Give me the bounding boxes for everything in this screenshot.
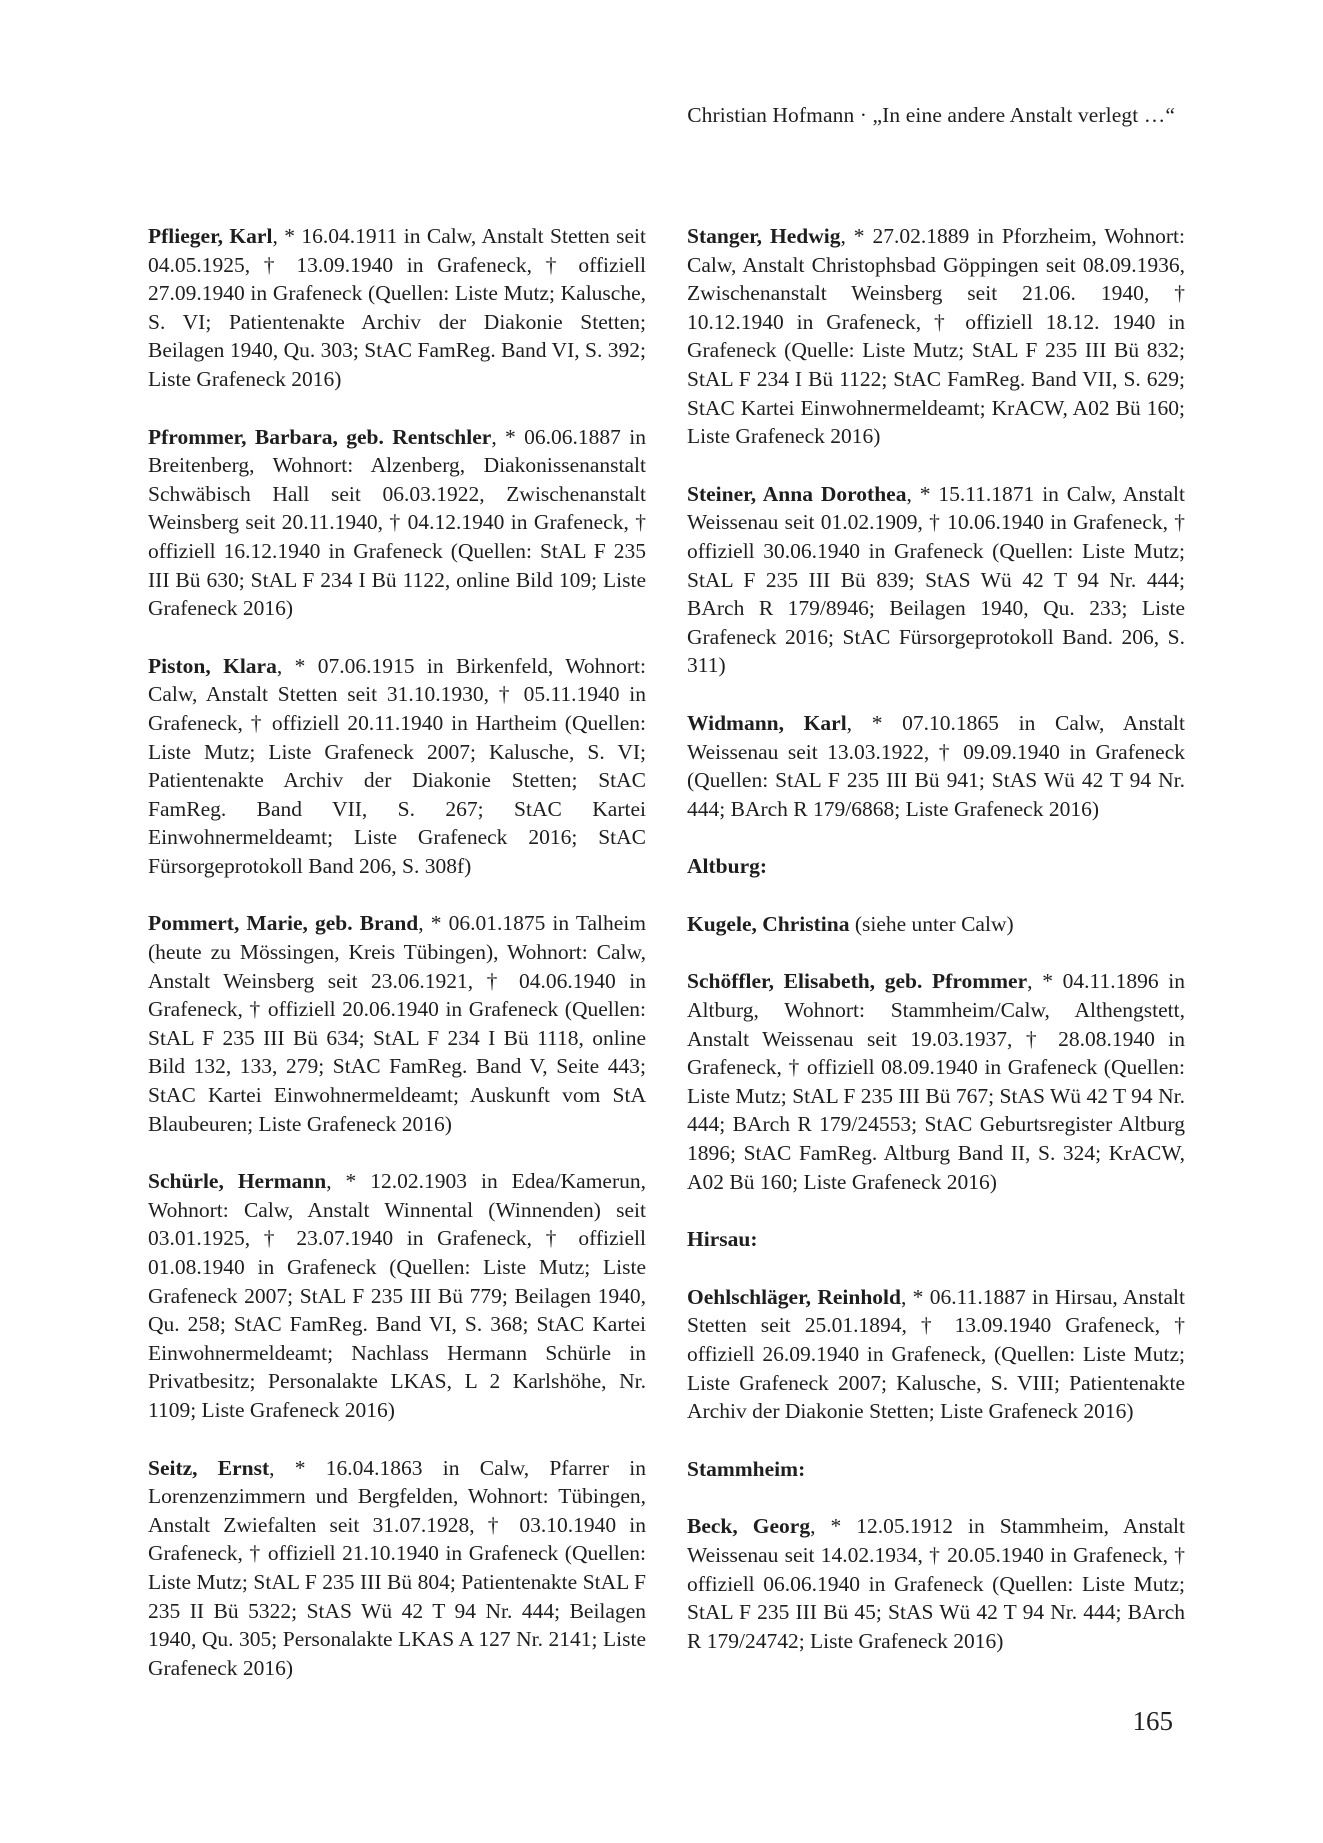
entry	[148, 423, 646, 623]
entry-text: , * 27.02.1889 in Pforzheim, Wohnort: Calw, Anstalt Christophsbad Göppingen seit 08.09.1936, Zwischenanstalt Weinsberg seit 21.06. 1940, † 10.12.1940 in Grafeneck, † offiziell 18.12. 1940 in Grafeneck (Quelle: Liste Mutz; StAL F 235 III Bü 832; StAL F 234 I Bü 1122; StAC FamReg. Band VII, S. 629; StAC Kartei Einwohnermeldeamt; KrACW, A02 Bü 160; Liste Grafeneck 2016)	[687, 224, 1185, 449]
entry-text: , * 06.06.1887 in Breitenberg, Wohnort: Alzenberg, Diakonissenanstalt Schwäbisch Hall seit 06.03.1922, Zwischenanstalt Weinsberg seit 20.11.1940, † 04.12.1940 in Grafeneck, † offiziell 16.12.1940 in Grafeneck (Quellen: StAL F 235 III Bü 630; StAL F 234 I Bü 1122, online Bild 109; Liste Grafeneck 2016)	[148, 424, 646, 621]
entry-name: Pflieger, Karl	[148, 224, 273, 248]
place-heading: Stammheim:	[687, 1456, 806, 1481]
entry	[148, 652, 646, 881]
entry	[687, 222, 1185, 451]
entry-name: Pommert, Marie, geb. Brand	[148, 911, 419, 936]
entry	[687, 1283, 1185, 1426]
entry-text: , * 16.04.1911 in Calw, Anstalt Stetten seit 04.05.1925, † 13.09.1940 in Grafeneck, † offiziell 27.09.1940 in Grafeneck (Quellen: Liste Mutz; Kalusche, S. VI; Patientenakte Archiv der Diakonie Stetten; Beilagen 1940, Qu. 303; StAC FamReg. Band VI, S. 392; Liste Grafeneck 2016)	[148, 224, 647, 391]
entry-name: Schürle, Hermann	[148, 1169, 327, 1194]
entry-text: , * 12.05.1912 in Stammheim, Anstalt Weissenau seit 14.02.1934, † 20.05.1940 in Grafeneck, † offiziell 06.06.1940 in Grafeneck (Quellen: Liste Mutz; StAL F 235 III Bü 45; StAS Wü 42 T 94 Nr. 444; BArch R 179/24742; Liste Grafeneck 2016)	[687, 1514, 1185, 1653]
entry	[687, 480, 1185, 680]
entry-text: , * 07.06.1915 in Birkenfeld, Wohnort: Calw, Anstalt Stetten seit 31.10.1930, † 05.11.1940 in Grafeneck, † offiziell 20.11.1940 in Hartheim (Quellen: Liste Mutz; Liste Grafeneck 2007; Kalusche, S. VI; Patientenakte Archiv der Diakonie Stetten; StAC FamReg. Band VII, S. 267; StAC Kartei Einwohnermeldeamt; Liste Grafeneck 2016; StAC Fürsorgeprotokoll Band 206, S. 308f)	[148, 653, 646, 878]
entry-name: Stanger, Hedwig	[687, 224, 841, 248]
entry-name: Schöffler, Elisabeth, geb. Pfrommer	[687, 969, 1028, 994]
entry-text: , * 12.02.1903 in Edea/Kamerun, Wohnort: Calw, Anstalt Winnental (Winnenden) seit 03.01.1925, † 23.07.1940 in Grafeneck, † offiziell 01.08.1940 in Grafeneck (Quellen: Liste Mutz; Liste Grafeneck 2007; StAL F 235 III Bü 779; Beilagen 1940, Qu. 258; StAC FamReg. Band VI, S. 368; StAC Kartei Einwohnermeldeamt; Nachlass Hermann Schürle in Privatbesitz; Personalakte LKAS, L 2 Karlshöhe, Nr. 1109; Liste Grafeneck 2016)	[148, 1169, 646, 1422]
page-number: 165	[1132, 1706, 1173, 1736]
entry-text: , * 06.01.1875 in Talheim (heute zu Mössingen, Kreis Tübingen), Wohnort: Calw, Anstalt Weinsberg seit 23.06.1921, † 04.06.1940 in Grafeneck, † offiziell 20.06.1940 in Grafeneck (Quellen: StAL F 235 III Bü 634; StAL F 234 I Bü 1118, online Bild 132, 133, 279; StAC FamReg. Band V, Seite 443; StAC Kartei Einwohnermeldeamt; Auskunft vom StA Blaubeuren; Liste Grafeneck 2016)	[148, 911, 646, 1136]
entry-name: Pfrommer, Barbara, geb. Rentschler	[148, 424, 492, 449]
entry-name: Kugele, Christina	[687, 911, 850, 936]
entry	[148, 1167, 646, 1424]
entry	[148, 909, 646, 1138]
entry-text: , * 06.11.1887 in Hirsau, Anstalt Stetten seit 25.01.1894, † 13.09.1940 Grafeneck, † offiziell 26.09.1940 in Grafeneck, (Quellen: Liste Mutz; Liste Grafeneck 2007; Kalusche, S. VIII; Patientenakte Archiv der Diakonie Stetten; Liste Grafeneck 2016)	[687, 1284, 1185, 1424]
place-heading: Altburg:	[687, 854, 768, 879]
entry-text: (siehe unter Calw)	[849, 911, 1014, 936]
entry-text: , * 16.04.1863 in Calw, Pfarrer in Lorenzenzimmern und Bergfelden, Wohnort: Tübingen, Anstalt Zwiefalten seit 31.07.1928, † 03.10.1940 in Grafeneck, † offiziell 21.10.1940 in Grafeneck (Quellen: Liste Mutz; StAL F 235 III Bü 804; Patientenakte StAL F 235 II Bü 5322; StAS Wü 42 T 94 Nr. 444; Beilagen 1940, Qu. 305; Personalakte LKAS A 127 Nr. 2141; Liste Grafeneck 2016)	[148, 1455, 646, 1680]
entry	[148, 222, 646, 394]
entry-name: Oehlschläger, Reinhold	[687, 1284, 901, 1309]
entry	[687, 910, 1185, 939]
running-header: Christian Hofmann · „In eine andere Anstalt verlegt …“	[687, 103, 1175, 127]
entry-name: Beck, Georg	[687, 1514, 811, 1539]
entry-text: , * 15.11.1871 in Calw, Anstalt Weissenau seit 01.02.1909, † 10.06.1940 in Grafeneck, † offiziell 30.06.1940 in Grafeneck (Quellen: Liste Mutz; StAL F 235 III Bü 839; StAS Wü 42 T 94 Nr. 444; BArch R 179/8946; Beilagen 1940, Qu. 233; Liste Grafeneck 2016; StAC Fürsorgeprotokoll Band. 206, S. 311)	[687, 481, 1185, 678]
entry	[687, 709, 1185, 823]
right-column	[687, 222, 1185, 1684]
place-heading: Hirsau:	[687, 1227, 758, 1252]
entry-name: Steiner, Anna Dorothea	[687, 481, 907, 506]
left-column	[148, 222, 646, 1711]
entry-name: Widmann, Karl	[687, 710, 847, 735]
entry-name: Piston, Klara	[148, 653, 277, 678]
entry-name: Seitz, Ernst	[148, 1455, 270, 1480]
entry-text: , * 04.11.1896 in Altburg, Wohnort: Stammheim/Calw, Althengstett, Anstalt Weissenau seit 19.03.1937, † 28.08.1940 in Grafeneck, † offiziell 08.09.1940 in Grafeneck (Quellen: Liste Mutz; StAL F 235 III Bü 767; StAS Wü 42 T 94 Nr. 444; BArch R 179/24553; StAC Geburtsregister Altburg 1896; StAC FamReg. Altburg Band II, S. 324; KrACW, A02 Bü 160; Liste Grafeneck 2016)	[687, 969, 1185, 1194]
entry	[687, 967, 1185, 1196]
entry-text: , * 07.10.1865 in Calw, Anstalt Weissenau seit 13.03.1922, † 09.09.1940 in Grafeneck (Quellen: StAL F 235 III Bü 941; StAS Wü 42 T 94 Nr. 444; BArch R 179/6868; Liste Grafeneck 2016)	[687, 710, 1185, 821]
entry	[148, 1454, 646, 1683]
entry	[687, 1512, 1185, 1655]
